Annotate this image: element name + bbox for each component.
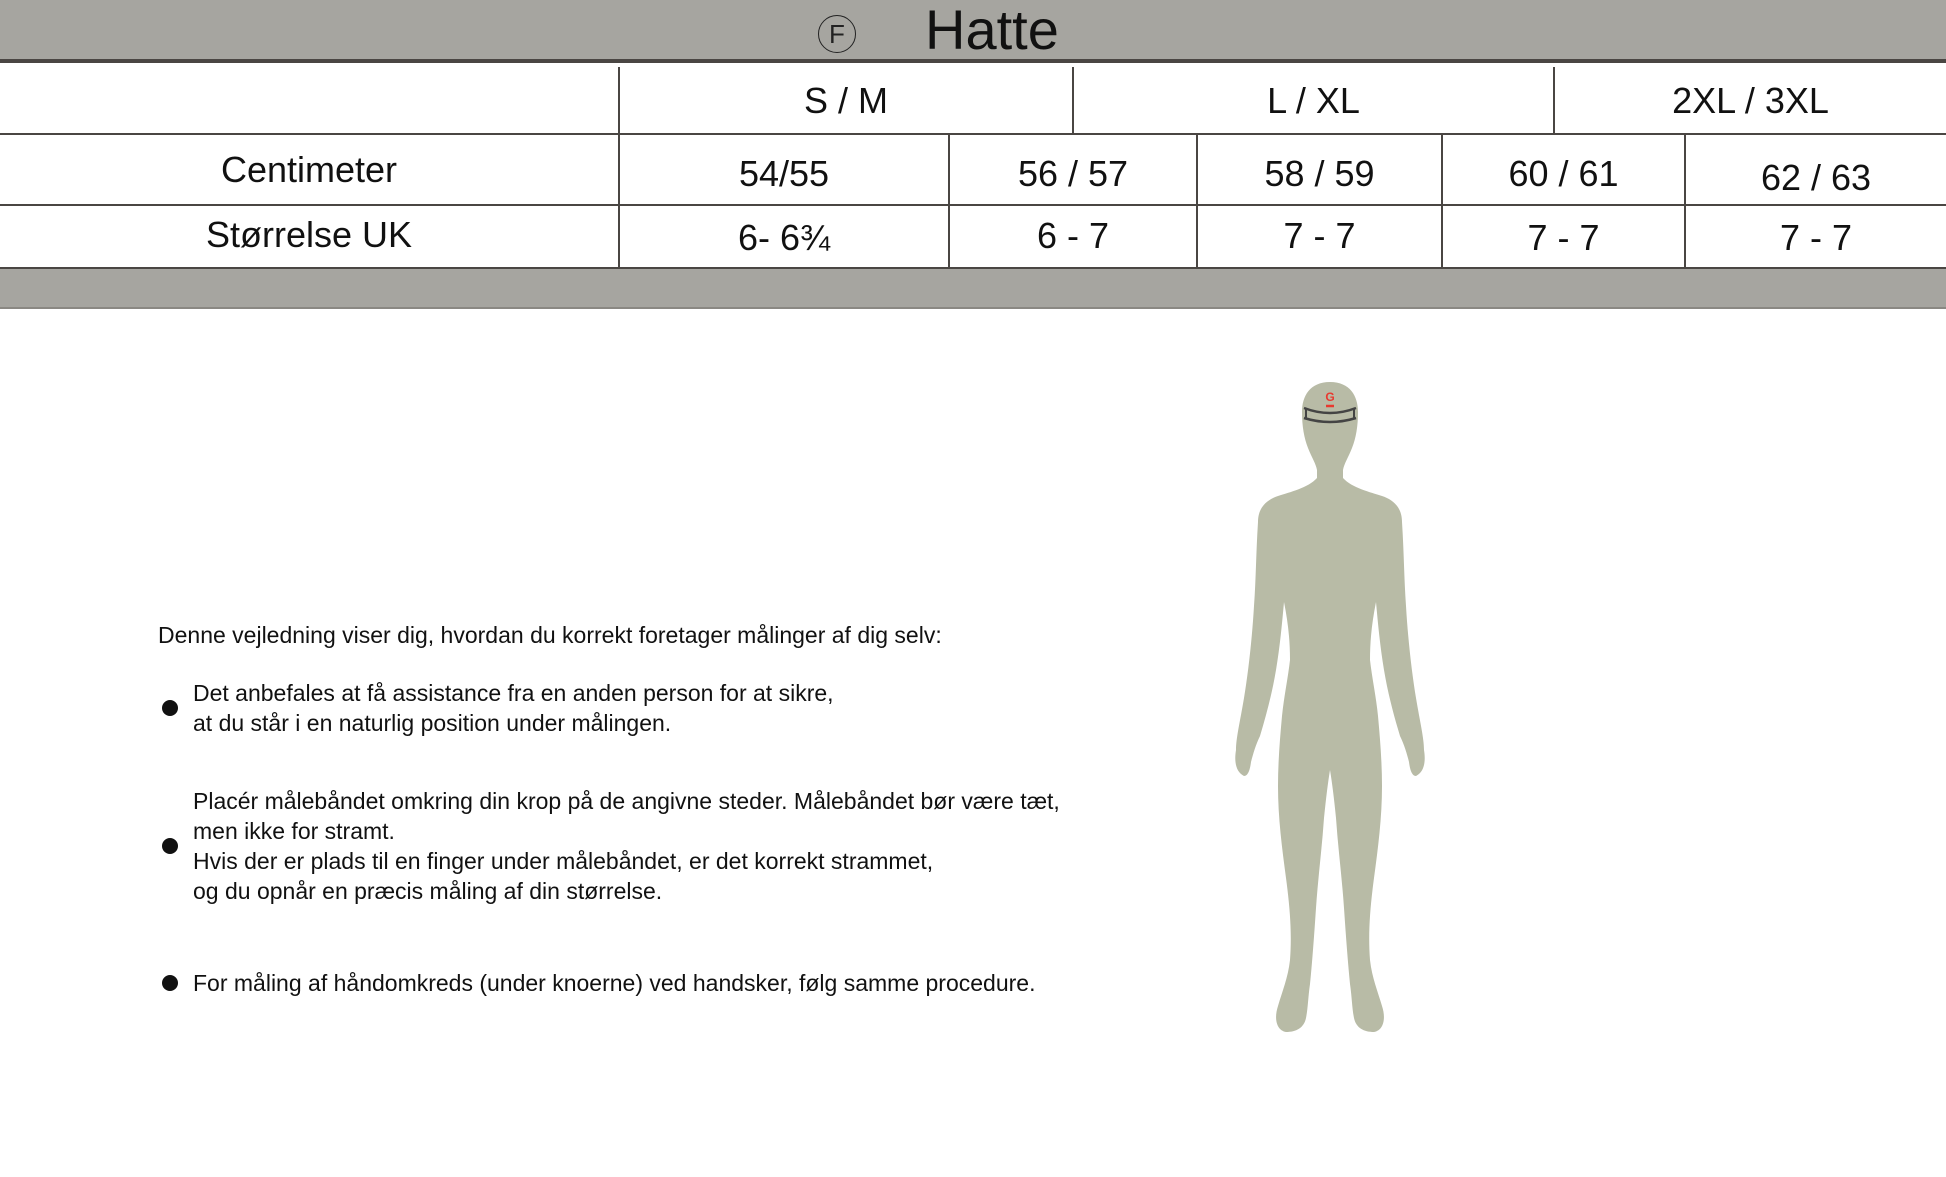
guide-text-line: Det anbefales at få assistance fra en anden person for at sikre, [193,680,834,706]
measuring-guide [158,620,1108,1028]
size-group-header: 2XL / 3XL [1672,79,1829,121]
guide-text-line: For måling af håndomkreds (under knoerne) ved handsker, følg samme procedure. [193,970,1036,996]
table-cell: 7 - 7 [1779,217,1853,258]
body-silhouette-icon [1220,378,1440,1058]
guide-list-item [158,786,1108,906]
table-cell: 58 / 59 [1264,152,1375,194]
row-label-size-uk: Størrelse UK [205,214,413,255]
row-label-centimeter: Centimeter [220,148,398,190]
guide-text-line: men ikke for stramt. [193,818,395,844]
size-group-header: L / XL [1267,79,1360,121]
table-cell: 60 / 61 [1508,152,1619,194]
cap-logo: G [1325,390,1335,404]
page-title: Hatte [925,0,1059,61]
category-badge: F [818,15,856,53]
guide-text-line: og du opnår en præcis måling af din størrelse. [193,878,663,904]
size-group-header: S / M [803,79,888,121]
bullet-icon [162,700,178,716]
header-bar [0,0,1946,63]
table-cell: 6 - 7 [1036,215,1110,256]
guide-list-item [158,678,1108,738]
size-table [0,67,1946,269]
bullet-icon [162,975,178,991]
guide-list-item [158,968,1108,998]
guide-text-line: Hvis der er plads til en finger under målebåndet, er det korrekt strammet, [193,848,934,874]
bullet-icon [162,838,178,854]
table-footer-bar [0,269,1946,309]
table-cell: 54/55 [738,152,830,194]
guide-intro: Denne vejledning viser dig, hvordan du korrekt foretager målinger af dig selv: [158,622,942,648]
guide-text-line: at du står i en naturlig position under målingen. [193,710,672,736]
table-cell: 56 / 57 [1017,152,1129,194]
table-cell: 6- 6¾ [737,217,831,258]
guide-text-line: Placér målebåndet omkring din krop på de angivne steder. Målebåndet bør være tæt, [193,788,1060,814]
table-cell: 62 / 63 [1760,156,1872,198]
table-cell: 7 - 7 [1527,217,1600,258]
table-cell: 7 - 7 [1283,215,1356,256]
